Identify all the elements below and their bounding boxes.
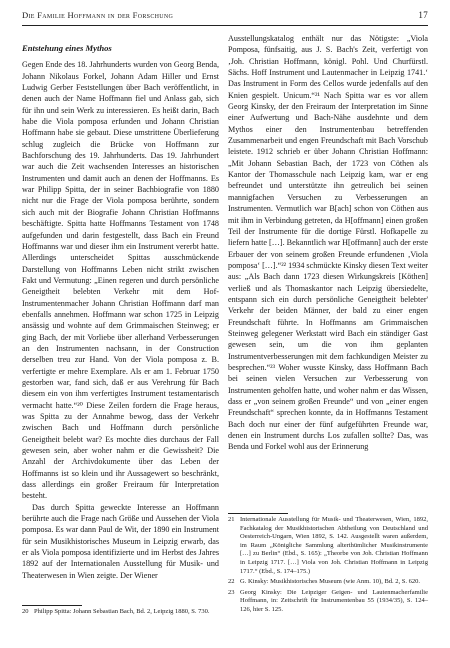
footnote-text: G. Kinsky: Musikhistorisches Museum (wie Anm. 10), Bd. 2, S. 620. bbox=[240, 578, 421, 586]
footnote bbox=[22, 608, 219, 617]
section-heading: Entstehung eines Mythos bbox=[22, 43, 112, 53]
footnote-text: Georg Kinsky: Die Leipziger Geigen- und Lautenmacherfamilie Hoffmann, in: Zeitschrift für Instrumentenbau 55 (1934/35), S. 124–126, hier S. 125. bbox=[240, 588, 428, 613]
body-paragraph: Ausstellungskatalog enthält nur das Nötigste: „Viola Pomposa, fünfsaitig, aus J. S. Bach's Zeit, verfertigt von ‚Joh. Christian Hoffmann, königl. Pohl. Und Churfürstl. Sächs. Hoff Instrument und Lautenmacher in Leipzig 1741.‘ Das Instrument in Form des Cellos wurde jedenfalls auf den Knien gespielt. Unicum.“²¹ Nach Spitta war es vor allem Georg Kinsky, der den Freiraum der Interpretation im Sinne einer Aufwertung und Bach-Nähe ausdehnte und dem Mythos einer den Instrumentenbau betreffenden Zusammenarbeit und engen Freundschaft mit Bach Vorschub leistete. 1912 schrieb er über Johann Christian Hoffmann: „Mit Johann Sebastian Bach, der 1723 von Cöthen als Kantor der Thomasschule nach Leipzig kam, war er eng befreundet und unterstützte ihn getreulich bei seinen mannigfachen Versuchen zu Verbesserungen an Instrumenten. Vermutlich war B[ach] schon von Cöthen aus mit ihm in Verbindung getreten, da H[offmann] einen großen Teil der Instrumente für die dortige Fürstl. Hofkapelle zu liefern hatte […]. Bekanntlich war H[offmann] auch der erste Erbauer der von seinem großen Freunde erfundenen ‚Viola pomposa‘ […].“²² 1934 schmückte Kinsky diesen Text weiter aus: „Als Bach dann 1723 diesen Wirkungskreis [Köthen] verließ und als Thomaskantor nach Leipzig übersiedelte, entspann sich ein durch persönliche Geneigtheit belebter' Verkehr der beiden Männer, der bald zu einer engen Freundschaft führte. In Hoffmanns am Grimmaischen Steinweg gelegener Werkstatt wird Bach ein ständiger Gast gewesen sein, um die von ihm geplanten Instrumentverbesserungen mit dem fachkundigen Meister zu besprechen.“²³ Woher wusste Kinsky, dass Hoffmann Bach bei seinen vielen Versuchen zur Verbesserung von Instrumenten geholfen hatte, und woher nahm er das Wissen, dass er „von seinem großen Freunde“ und von „einer engen Freundschaft“ sprechen konnte, da in Hoffmanns Testament Bach doch nur einer der fünf aufgeführten Freunde war, denen ein Instrument durchs Los zufallen sollte? Das, was Benda und Forkel wohl aus der Erinnerung bbox=[228, 34, 428, 452]
footnote-number: 20 bbox=[22, 608, 29, 615]
footnote-rule bbox=[22, 605, 82, 606]
page-number: 17 bbox=[418, 10, 428, 20]
footnotes-left bbox=[22, 608, 219, 619]
footnote-number: 23 bbox=[228, 588, 235, 596]
footnote-rule bbox=[228, 513, 288, 514]
footnote-number: 22 bbox=[228, 578, 235, 586]
footnote bbox=[228, 589, 428, 615]
footnote-number: 21 bbox=[228, 516, 235, 523]
right-column bbox=[228, 33, 428, 593]
footnotes-right bbox=[228, 516, 428, 617]
running-head bbox=[22, 10, 428, 24]
body-paragraph: Das durch Spitta geweckte Interesse an Hoffmann berührte auch die Frage nach Größe und Aussehen der Viola pomposa. Es war dann Paul de Wit, der 1890 ein Instrument für sein Musikhistorisches Museum in Leipzig erwarb, das er als Viola pomposa identifizierte und im Herbst des Jahres 1892 auf der Internationalen Ausstellung für Musik- und Theaterwesen in Wien zeigte. Der Wiener bbox=[22, 502, 219, 580]
body-paragraph: Gegen Ende des 18. Jahrhunderts wurden von Georg Benda, Johann Nikolaus Forkel, Johann Adam Hiller und Ernst Ludwig Gerber Feststellungen über Bach veröffentlicht, in denen auch der Name Hoffmann fiel und Anlass gab, sich für ihn und sein Werk zu interessieren. Es heißt darin, Bach habe die Viola pomposa erfunden und Johann Christian Hoffmann habe sie gebaut. Diese umstrittene Überlieferung schlug zugleich die Brücke von Hoffmann zur Bachforschung des 19. Jahrhunderts. Das 19. Jahrhundert war auch die Zeit wachsenden Interesses an historischen Instrumenten und damit auch an denen der Hoffmanns. Es war Philipp Spitta, der in seiner Bachbiografie von 1880 nicht nur die Frage der Viola pomposa berührte, sondern sich auch mit der Biografie Johann Christian Hoffmanns beschäftigte. Spitta hatte Hoffmanns Testament von 1748 aufgefunden und darin festgestellt, dass Bach ein Freund Hoffmanns war und dieser ihm ein Instrument vererbt hatte. Allerdings unterscheidet Spittas ausschmückende Darstellung von Hoffmanns Leben nicht strikt zwischen Fakt und Vermutung: „Einen regeren und durch persönliche Geneigtheit belebten Verkehr mit dem Hof-Instrumentenmacher Johann Christian Hoffmann darf man ebenfalls annehmen. Hoffmann war schon 1725 in Leipzig ansässig und wohnte auf dem Grimmaischen Steinweg; er ging Bach, der mit Vorliebe über allerhand Verbesserungen an den Instrumenten nachsann, in der Construction derselben treu zur Hand. Von der Viola pomposa z. B. verfertigte er mehre Exemplare. Als er am 1. Februar 1750 gestorben war, fand sich, daß er aus Verehrung für Bach diesem ein von ihm verfertigtes Instrument testamentarisch vermacht hatte.“²⁰ Diese Zeilen fordern die Frage heraus, was Spitta zu der Annahme bewog, dass der Verkehr zwischen Bach und Hoffmann durch persönliche Geneigtheit belebt war? Es mochte dies durchaus der Fall gewesen sein, aber woher nahm er die Gewissheit? Die Anzahl der Archivdokumente über das Leben der Hoffmanns ist so klein und ihr Aussagewert so beschränkt, dass allerdings ein großer Freiraum für Interpretation besteht. bbox=[22, 60, 219, 501]
footnote-text: Internationale Ausstellung für Musik- und Theaterwesen, Wien, 1892, Fachkatalog der Musikhistorischen Abtheilung von Deutschland und Oesterreich-Ungarn, Wien 1892, S. 142. Ausgestellt waren außerdem, im Raum „Königliche Sammlung alterthümlicher Musikinstrumente […] zu Berlin“ (Ebd., S. 165): „Theorbe von Joh. Christian Hoffmann in Leipzig 1717. […] Viola von Joh. Christian Hoffmann in Leipzig 1717.“ (Ebd., S. 174–175.) bbox=[240, 516, 428, 575]
footnote-text: Philipp Spitta: Johann Sebastian Bach, Bd. 2, Leipzig 1880, S. 730. bbox=[34, 608, 210, 615]
footnote bbox=[228, 578, 428, 587]
footnote bbox=[228, 516, 428, 576]
running-title: Die Familie Hoffmann in der Forschung bbox=[22, 10, 174, 20]
header-rule bbox=[22, 25, 428, 26]
left-column bbox=[22, 33, 219, 603]
